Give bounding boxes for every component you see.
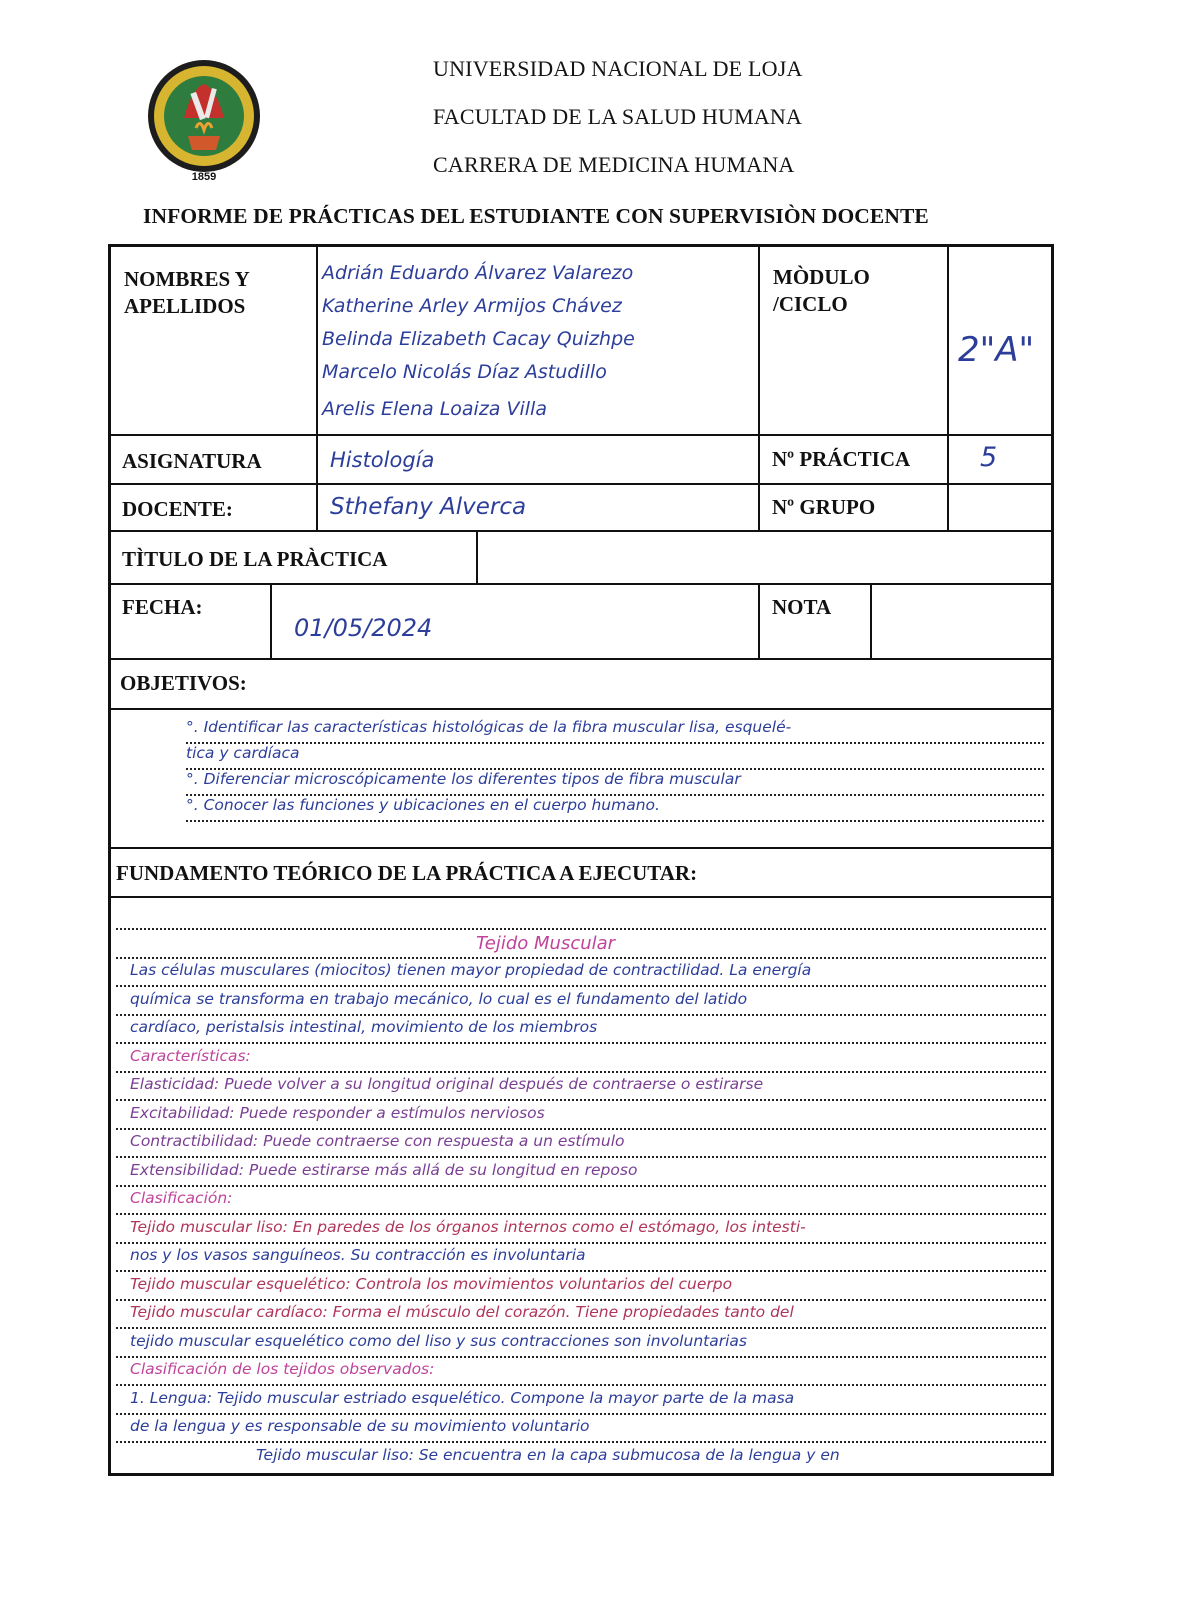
- teacher-value: Sthefany Alverca: [330, 494, 527, 520]
- theory-lines: [116, 900, 1046, 1470]
- theory-line: Clasificación:: [116, 1185, 1046, 1215]
- objective-line: tica y cardíaca: [186, 740, 1044, 770]
- svg-text:1859: 1859: [191, 171, 217, 183]
- career-name: CARRERA DE MEDICINA HUMANA: [433, 152, 795, 177]
- student-name: Arelis Elena Loaiza Villa: [322, 398, 547, 420]
- objectives-lines: [186, 714, 1044, 844]
- student-name: Marcelo Nicolás Díaz Astudillo: [322, 361, 607, 383]
- theory-line: tejido muscular esquelético como del liso y sus contracciones son involuntarias: [116, 1328, 1046, 1358]
- practice-title-label: TÌTULO DE LA PRÀCTICA: [122, 547, 388, 571]
- group-label: Nº GRUPO: [772, 495, 876, 519]
- objective-line: °. Diferenciar microscópicamente los diferentes tipos de fibra muscular: [186, 766, 1044, 796]
- university-seal-logo: [140, 58, 270, 186]
- theory-line: química se transforma en trabajo mecánico, lo cual es el fundamento del latido: [116, 986, 1046, 1016]
- theory-line: Las células musculares (miocitos) tienen mayor propiedad de contractilidad. La energía: [116, 957, 1046, 987]
- practice-number-value: 5: [980, 442, 998, 473]
- theory-line: Elasticidad: Puede volver a su longitud original después de contraerse o estirarse: [116, 1071, 1046, 1101]
- theory-label: FUNDAMENTO TEÓRICO DE LA PRÁCTICA A EJECUTAR:: [116, 861, 698, 885]
- report-title: INFORME DE PRÁCTICAS DEL ESTUDIANTE CON SUPERVISIÒN DOCENTE: [143, 204, 929, 228]
- theory-line: Tejido Muscular: [116, 929, 1046, 959]
- faculty-name: FACULTAD DE LA SALUD HUMANA: [433, 104, 803, 129]
- university-name: UNIVERSIDAD NACIONAL DE LOJA: [433, 56, 803, 81]
- theory-line: Tejido muscular cardíaco: Forma el músculo del corazón. Tiene propiedades tanto del: [116, 1299, 1046, 1329]
- theory-line: Extensibilidad: Puede estirarse más allá de su longitud en reposo: [116, 1157, 1046, 1187]
- module-label: MÒDULO /CICLO: [773, 265, 870, 316]
- date-label: FECHA:: [122, 595, 203, 619]
- teacher-label: DOCENTE:: [122, 497, 233, 521]
- objective-line: °. Conocer las funciones y ubicaciones en el cuerpo humano.: [186, 792, 1044, 822]
- date-value: 01/05/2024: [294, 614, 433, 642]
- theory-line: cardíaco, peristalsis intestinal, movimiento de los miembros: [116, 1014, 1046, 1044]
- student-name: Katherine Arley Armijos Chávez: [322, 295, 622, 317]
- objective-line: [186, 816, 1044, 844]
- theory-line: de la lengua y es responsable de su movimiento voluntario: [116, 1413, 1046, 1443]
- subject-label: ASIGNATURA: [122, 449, 262, 473]
- theory-line: nos y los vasos sanguíneos. Su contracción es involuntaria: [116, 1242, 1046, 1272]
- theory-line: Clasificación de los tejidos observados:: [116, 1356, 1046, 1386]
- theory-line: Tejido muscular liso: En paredes de los órganos internos como el estómago, los intesti-: [116, 1214, 1046, 1244]
- theory-line: Tejido muscular liso: Se encuentra en la capa submucosa de la lengua y en: [116, 1442, 1046, 1471]
- theory-line: Contractibilidad: Puede contraerse con respuesta a un estímulo: [116, 1128, 1046, 1158]
- names-label: NOMBRES Y APELLIDOS: [124, 267, 250, 318]
- theory-line: Tejido muscular esquelético: Controla los movimientos voluntarios del cuerpo: [116, 1271, 1046, 1301]
- student-name: Belinda Elizabeth Cacay Quizhpe: [322, 328, 635, 350]
- module-value: 2"A": [958, 330, 1035, 370]
- student-name: Adrián Eduardo Álvarez Valarezo: [322, 262, 634, 284]
- theory-line: Características:: [116, 1043, 1046, 1073]
- theory-line: Excitabilidad: Puede responder a estímulos nerviosos: [116, 1100, 1046, 1130]
- objective-line: °. Identificar las características histológicas de la fibra muscular lisa, esquelé-: [186, 714, 1044, 744]
- objectives-label: OBJETIVOS:: [120, 671, 247, 695]
- practice-number-label: Nº PRÁCTICA: [772, 447, 911, 471]
- theory-line: [116, 900, 1046, 930]
- grade-label: NOTA: [772, 595, 832, 619]
- theory-line: 1. Lengua: Tejido muscular estriado esquelético. Compone la mayor parte de la masa: [116, 1385, 1046, 1415]
- subject-value: Histología: [330, 448, 435, 472]
